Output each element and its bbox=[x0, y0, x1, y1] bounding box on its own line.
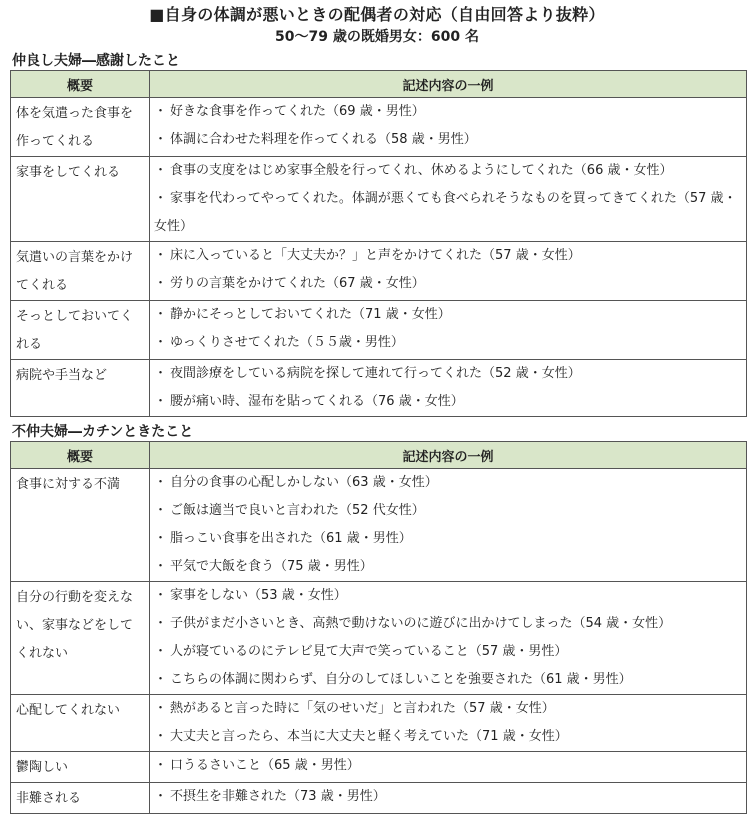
bullet-marker: ・ bbox=[154, 701, 168, 716]
example-text: 食事の支度をはじめ家事全般を行ってくれ、休めるようにしてくれた（66 歳・女性） bbox=[170, 163, 673, 178]
row-examples bbox=[150, 360, 747, 417]
example-item bbox=[154, 723, 746, 751]
section-heading: 仲良し夫婦―感謝したこと bbox=[12, 53, 180, 69]
example-item bbox=[154, 157, 746, 185]
bullet-marker: ・ bbox=[154, 276, 168, 291]
response-table bbox=[10, 70, 747, 417]
bullet-marker: ・ bbox=[154, 758, 168, 773]
bullet-marker: ・ bbox=[154, 104, 168, 119]
example-item bbox=[154, 388, 746, 416]
table-row bbox=[11, 242, 747, 301]
table-row bbox=[11, 783, 747, 814]
bullet-marker: ・ bbox=[154, 644, 168, 659]
row-summary: 鬱陶しい bbox=[11, 752, 150, 783]
table-row bbox=[11, 752, 747, 783]
bullet-marker: ・ bbox=[154, 307, 168, 322]
examples-column-header: 記述内容の一例 bbox=[150, 442, 747, 469]
table-row bbox=[11, 469, 747, 582]
page-title: ■自身の体調が悪いときの配偶者の対応（自由回答より抜粋） bbox=[149, 5, 605, 24]
example-item bbox=[154, 553, 746, 581]
example-text: 労りの言葉をかけてくれた（67 歳・女性） bbox=[170, 276, 425, 291]
example-item bbox=[154, 301, 746, 329]
bullet-marker: ・ bbox=[154, 503, 168, 518]
row-examples bbox=[150, 752, 747, 783]
example-item bbox=[154, 783, 746, 811]
bullet-marker: ・ bbox=[154, 248, 168, 263]
example-item bbox=[154, 638, 746, 666]
example-text: 静かにそっとしておいてくれた（71 歳・女性） bbox=[170, 307, 451, 322]
example-item bbox=[154, 497, 746, 525]
row-summary: 心配してくれない bbox=[11, 695, 150, 752]
bullet-marker: ・ bbox=[154, 475, 168, 490]
example-item bbox=[154, 469, 746, 497]
example-text: 平気で大飯を食う（75 歳・男性） bbox=[170, 559, 373, 574]
table-row bbox=[11, 582, 747, 695]
example-item bbox=[154, 360, 746, 388]
page-subtitle: 50～79 歳の既婚男女：600 名 bbox=[275, 29, 479, 45]
example-text: ご飯は適当で良いと言われた（52 代女性） bbox=[170, 503, 425, 518]
row-examples bbox=[150, 695, 747, 752]
bullet-marker: ・ bbox=[154, 616, 168, 631]
example-item bbox=[154, 752, 746, 780]
row-summary: 体を気遣った食事を作ってくれる bbox=[11, 98, 150, 157]
example-text: こちらの体調に関わらず、自分のしてほしいことを強要された（61 歳・男性） bbox=[170, 672, 632, 687]
example-item bbox=[154, 270, 746, 298]
row-summary: 病院や手当など bbox=[11, 360, 150, 417]
example-text: 大丈夫と言ったら、本当に大丈夫と軽く考えていた（71 歳・女性） bbox=[170, 729, 568, 744]
example-text: 家事を代わってやってくれた。体調が悪くても食べられそうなものを買ってきてくれた（57 歳・女性） bbox=[154, 191, 737, 234]
bullet-marker: ・ bbox=[154, 394, 168, 409]
bullet-marker: ・ bbox=[154, 132, 168, 147]
example-item bbox=[154, 525, 746, 553]
bullet-marker: ・ bbox=[154, 588, 168, 603]
summary-column-header: 概要 bbox=[11, 442, 150, 469]
example-item bbox=[154, 185, 746, 241]
example-text: 体調に合わせた料理を作ってくれる（58 歳・男性） bbox=[170, 132, 477, 147]
bullet-marker: ・ bbox=[154, 163, 168, 178]
sections-container bbox=[0, 52, 754, 814]
example-text: 家事をしない（53 歳・女性） bbox=[170, 588, 347, 603]
section-heading: 不仲夫婦―カチンときたこと bbox=[12, 424, 194, 440]
bullet-marker: ・ bbox=[154, 531, 168, 546]
example-item bbox=[154, 126, 746, 154]
example-text: ゆっくりさせてくれた（５５歳・男性） bbox=[170, 335, 404, 350]
example-text: 脂っこい食事を出された（61 歳・男性） bbox=[170, 531, 412, 546]
bullet-marker: ・ bbox=[154, 729, 168, 744]
example-text: 人が寝ているのにテレビ見て大声で笑っていること（57 歳・男性） bbox=[170, 644, 568, 659]
bullet-marker: ・ bbox=[154, 335, 168, 350]
row-summary: 食事に対する不満 bbox=[11, 469, 150, 582]
bullet-marker: ・ bbox=[154, 191, 168, 206]
example-text: 自分の食事の心配しかしない（63 歳・女性） bbox=[170, 475, 438, 490]
example-text: 床に入っていると「大丈夫か？」と声をかけてくれた（57 歳・女性） bbox=[170, 248, 581, 263]
table-row bbox=[11, 695, 747, 752]
example-item bbox=[154, 242, 746, 270]
row-summary: 家事をしてくれる bbox=[11, 157, 150, 242]
example-text: 子供がまだ小さいとき、高熱で動けないのに遊びに出かけてしまった（54 歳・女性） bbox=[170, 616, 672, 631]
row-summary: 自分の行動を変えない、家事などをしてくれない bbox=[11, 582, 150, 695]
example-text: 夜間診療をしている病院を探して連れて行ってくれた（52 歳・女性） bbox=[170, 366, 581, 381]
example-text: 不摂生を非難された（73 歳・男性） bbox=[170, 789, 386, 804]
row-examples bbox=[150, 242, 747, 301]
row-examples bbox=[150, 783, 747, 814]
example-item bbox=[154, 98, 746, 126]
bullet-marker: ・ bbox=[154, 789, 168, 804]
example-item bbox=[154, 666, 746, 694]
row-examples bbox=[150, 582, 747, 695]
example-item bbox=[154, 329, 746, 357]
row-examples bbox=[150, 301, 747, 360]
table-row bbox=[11, 98, 747, 157]
example-text: 好きな食事を作ってくれた（69 歳・男性） bbox=[170, 104, 425, 119]
row-summary: そっとしておいてくれる bbox=[11, 301, 150, 360]
row-examples bbox=[150, 157, 747, 242]
example-item bbox=[154, 610, 746, 638]
example-item bbox=[154, 582, 746, 610]
row-examples bbox=[150, 469, 747, 582]
table-row bbox=[11, 157, 747, 242]
table-header-row bbox=[11, 442, 747, 469]
example-text: 腰が痛い時、湿布を貼ってくれる（76 歳・女性） bbox=[170, 394, 464, 409]
example-text: 口うるさいこと（65 歳・男性） bbox=[170, 758, 360, 773]
row-summary: 気遣いの言葉をかけてくれる bbox=[11, 242, 150, 301]
row-examples bbox=[150, 98, 747, 157]
response-table bbox=[10, 441, 747, 814]
table-header-row bbox=[11, 71, 747, 98]
bullet-marker: ・ bbox=[154, 672, 168, 687]
bullet-marker: ・ bbox=[154, 366, 168, 381]
table-row bbox=[11, 301, 747, 360]
bullet-marker: ・ bbox=[154, 559, 168, 574]
example-text: 熱があると言った時に「気のせいだ」と言われた（57 歳・女性） bbox=[170, 701, 555, 716]
example-item bbox=[154, 695, 746, 723]
summary-column-header: 概要 bbox=[11, 71, 150, 98]
examples-column-header: 記述内容の一例 bbox=[150, 71, 747, 98]
row-summary: 非難される bbox=[11, 783, 150, 814]
table-row bbox=[11, 360, 747, 417]
